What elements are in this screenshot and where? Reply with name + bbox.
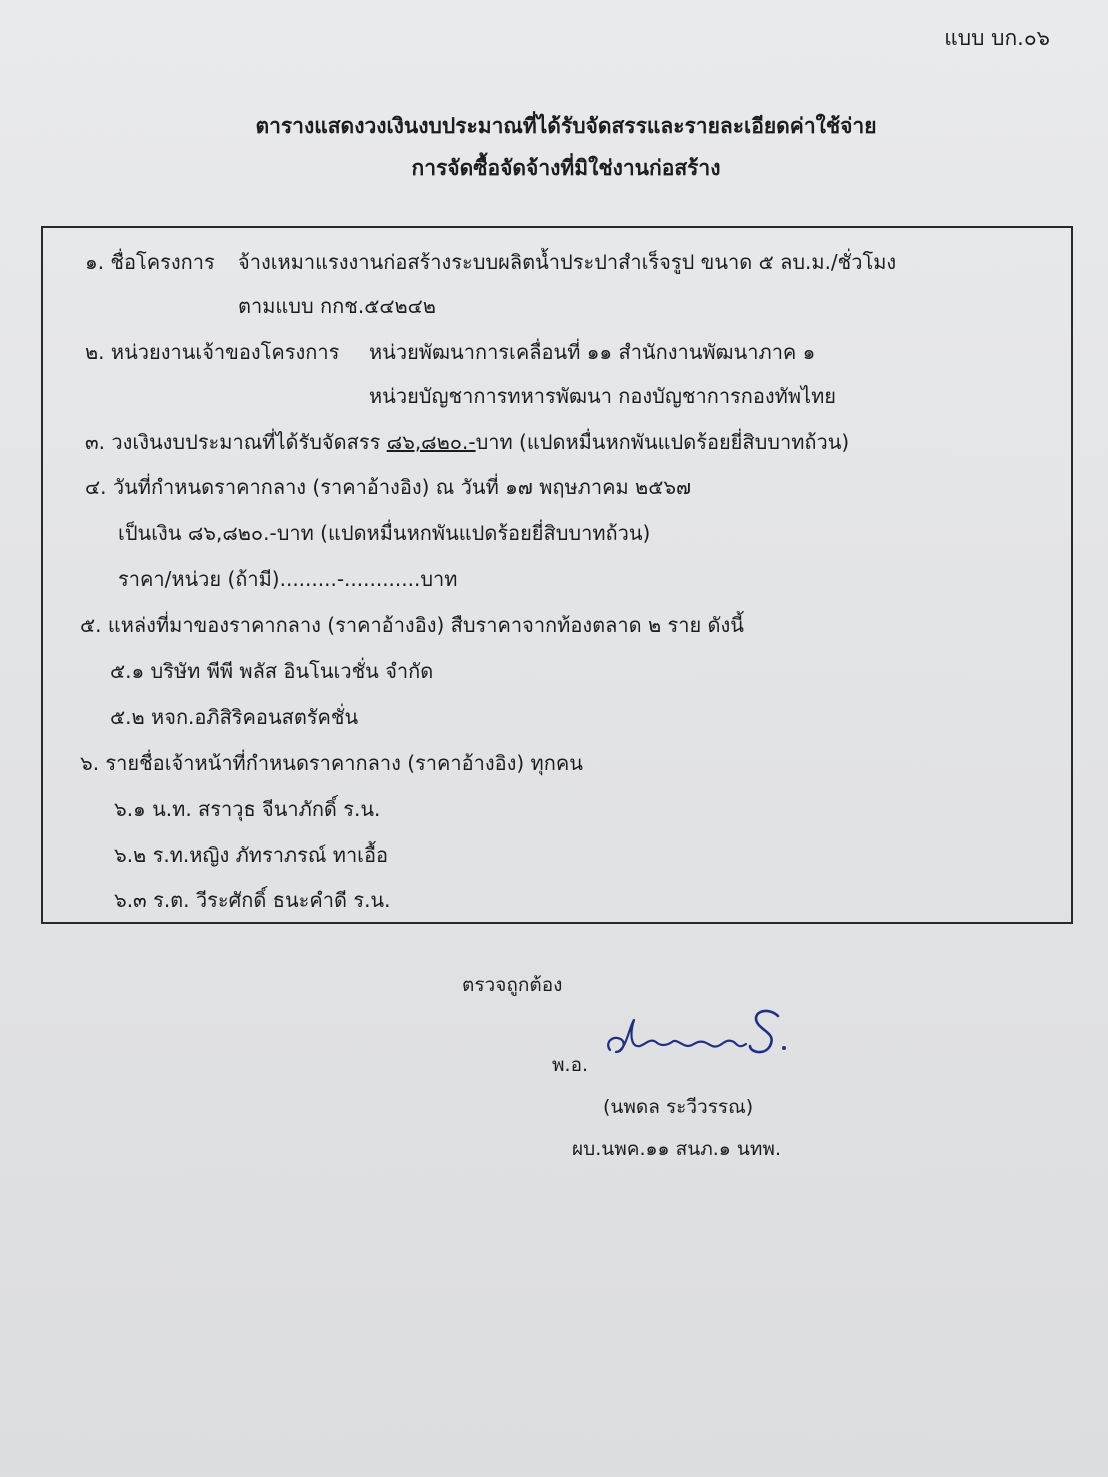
document-title-line-1: ตารางแสดงวงเงินงบประมาณที่ได้รับจัดสรรและรายละเอียดค่าใช้จ่าย (255, 114, 877, 138)
handwritten-signature (600, 1002, 800, 1072)
item-5-1: ๕.๑ บริษัท พีพี พลัส อินโนเวชั่น จำกัด (110, 659, 434, 683)
signer-rank: พ.อ. (552, 1054, 589, 1076)
item-6-2: ๖.๒ ร.ท.หญิง ภัทราภรณ์ ทาเอื้อ (114, 843, 389, 867)
item-2-value: หน่วยพัฒนาการเคลื่อนที่ ๑๑ สำนักงานพัฒนาภาค ๑ (369, 340, 816, 364)
document-title-line-2: การจัดซื้อจัดจ้างที่มิใช่งานก่อสร้าง (411, 156, 721, 180)
item-4-label: ๔. วันที่กำหนดราคากลาง (ราคาอ้างอิง) ณ วันที่ ๑๗ พฤษภาคม ๒๕๖๗ (85, 475, 692, 499)
item-5-2: ๕.๒ หจก.อภิสิริคอนสตรัคชั่น (110, 705, 359, 729)
item-6-1: ๖.๑ น.ท. สราวุธ จีนาภักดิ์ ร.น. (114, 797, 381, 821)
item-4-amount: เป็นเงิน ๘๖,๘๒๐.-บาท (แปดหมื่นหกพันแปดร้อยยี่สิบบาทถ้วน) (118, 521, 651, 545)
item-6-3: ๖.๓ ร.ต. วีระศักดิ์ ธนะคำดี ร.น. (114, 888, 391, 912)
item-5-label: ๕. แหล่งที่มาของราคากลาง (ราคาอ้างอิง) สืบราคาจากท้องตลาด ๒ ราย ดังนี้ (80, 613, 744, 637)
item-1-label: ๑. ชื่อโครงการ (85, 250, 215, 274)
item-3-rest: บาท (แปดหมื่นหกพันแปดร้อยยี่สิบบาทถ้วน) (475, 430, 850, 454)
item-3-amount: ๘๖,๘๒๐.- (386, 430, 476, 454)
item-1-value-cont: ตามแบบ กกช.๕๔๒๔๒ (238, 294, 436, 318)
item-2-value-cont: หน่วยบัญชาการทหารพัฒนา กองบัญชาการกองทัพไทย (369, 384, 837, 408)
certified-label: ตรวจถูกต้อง (462, 974, 563, 996)
item-1-value: จ้างเหมาแรงงานก่อสร้างระบบผลิตน้ำประปาสำเร็จรูป ขนาด ๕ ลบ.ม./ชั่วโมง (238, 250, 897, 274)
item-3-label: ๓. วงเงินงบประมาณที่ได้รับจัดสรร (85, 430, 381, 454)
signer-position: ผบ.นพค.๑๑ สนภ.๑ นทพ. (572, 1138, 781, 1160)
item-3-line (85, 426, 849, 458)
item-6-label: ๖. รายชื่อเจ้าหน้าที่กำหนดราคากลาง (ราคาอ้างอิง) ทุกคน (80, 751, 583, 775)
item-4-unit-price: ราคา/หน่วย (ถ้ามี).........-............บาท (118, 567, 458, 591)
signer-name: (นพดล ระวีวรรณ) (603, 1096, 754, 1118)
item-2-label: ๒. หน่วยงานเจ้าของโครงการ (85, 340, 340, 364)
form-code: แบบ บก.๐๖ (944, 26, 1050, 50)
